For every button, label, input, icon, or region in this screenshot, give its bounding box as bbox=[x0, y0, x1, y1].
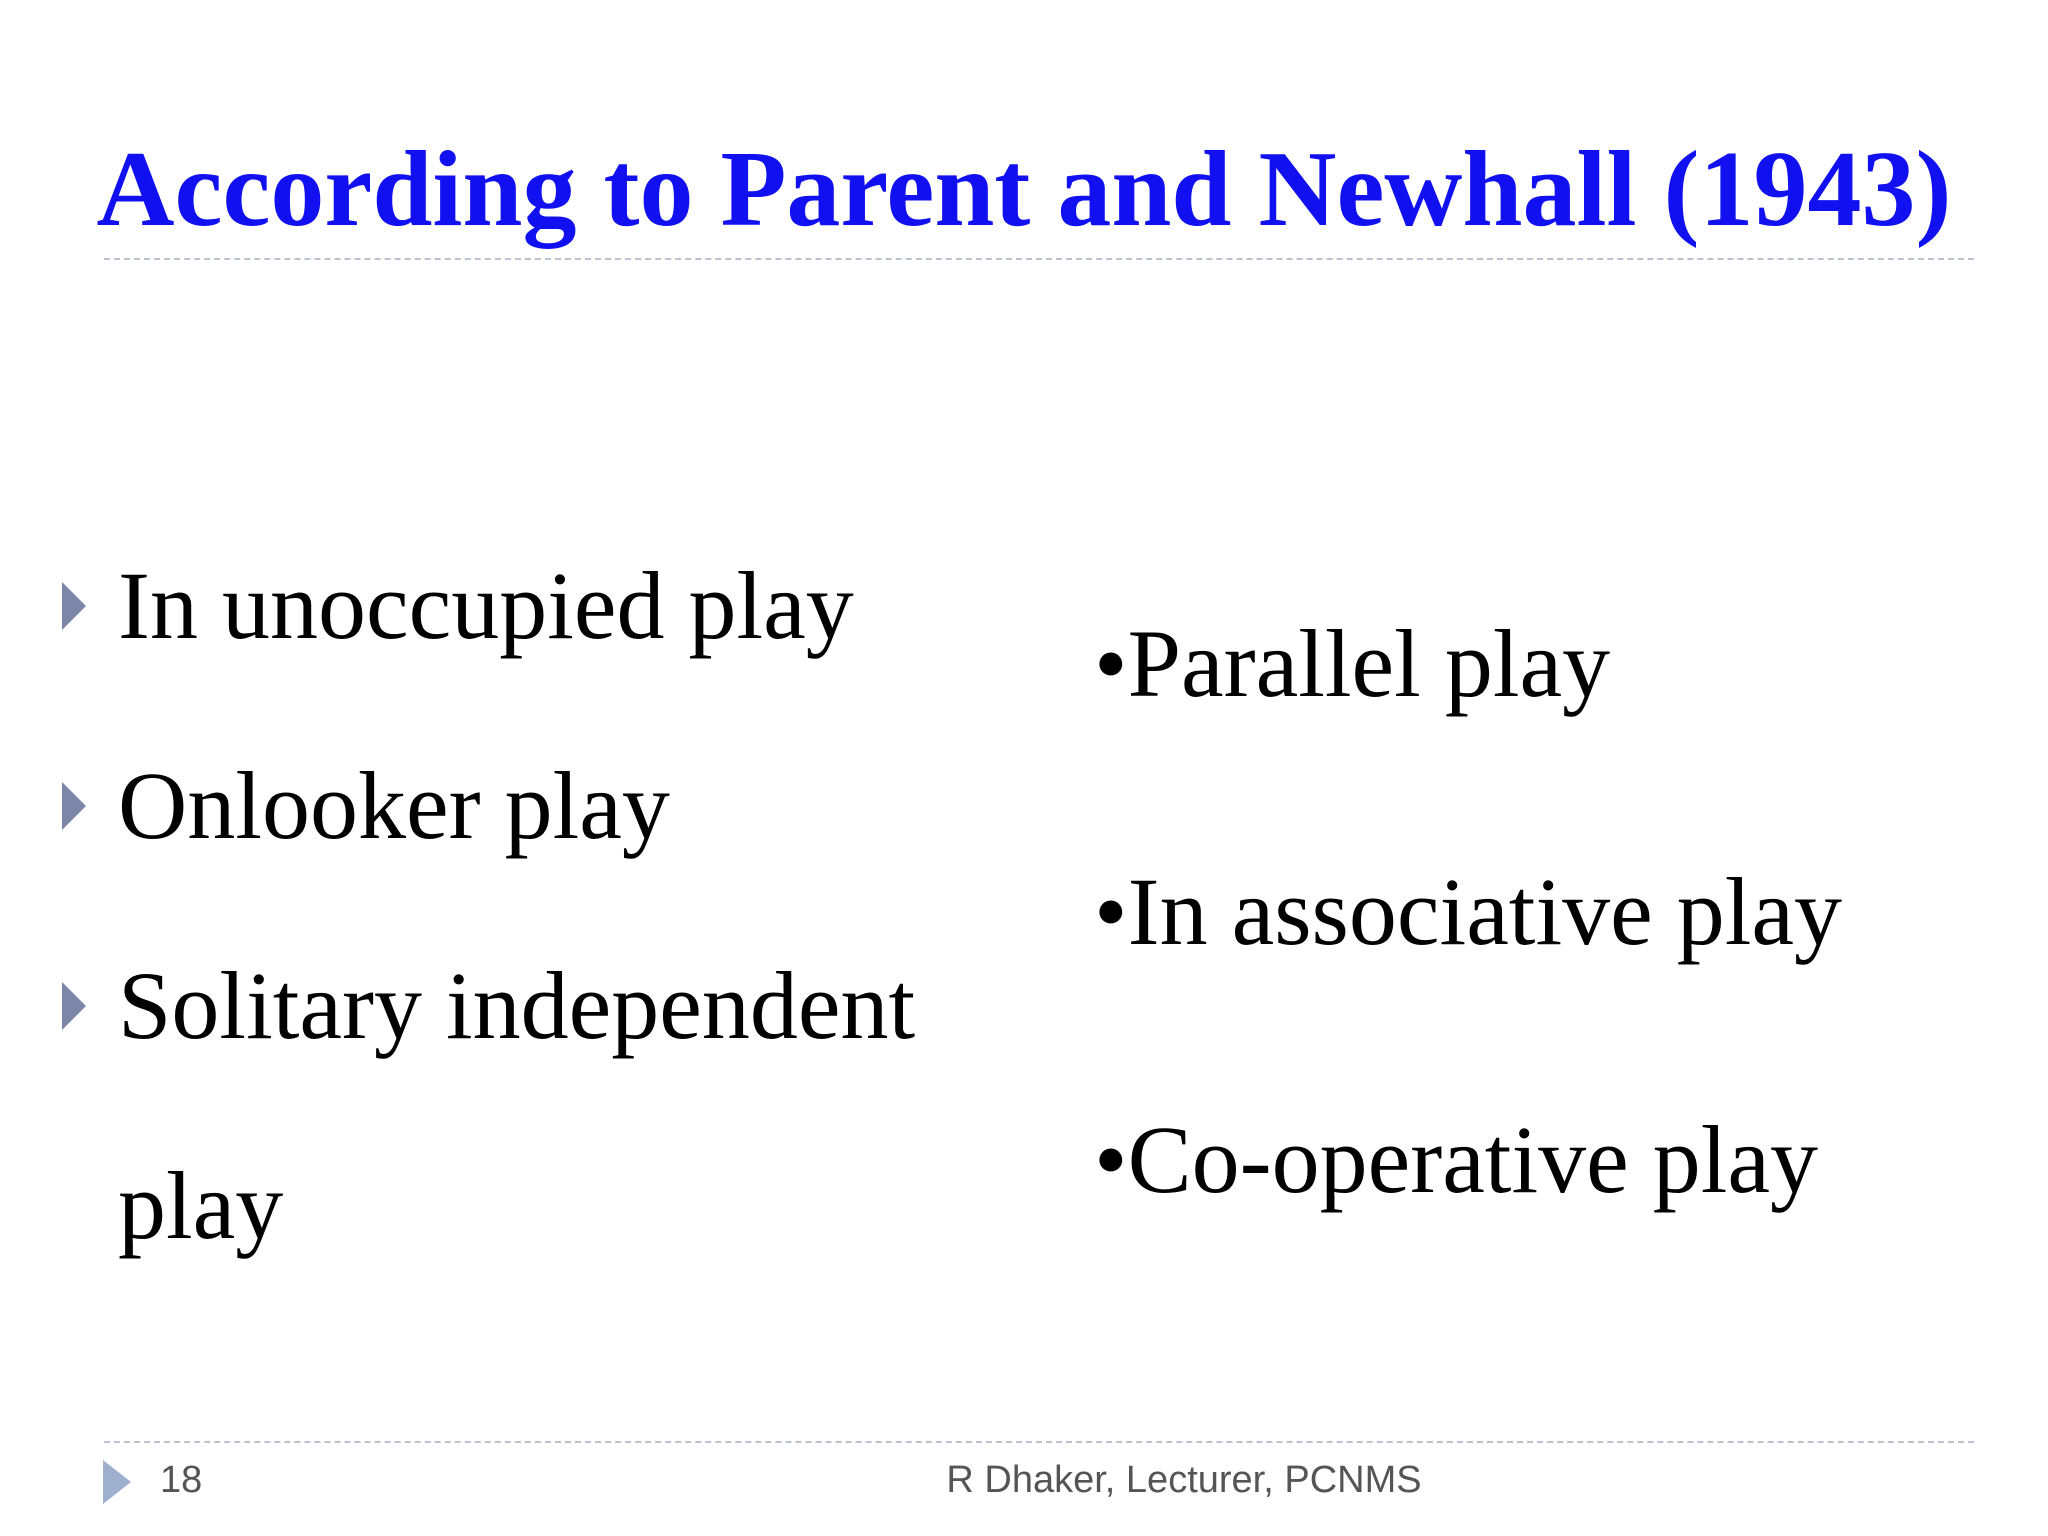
left-bullet-list bbox=[58, 506, 1018, 1306]
list-item-text: Solitary independent play bbox=[118, 952, 916, 1259]
list-item bbox=[58, 506, 1018, 706]
list-item: •Parallel play bbox=[1094, 610, 1611, 717]
slide-title: According to Parent and Newhall (1943) bbox=[96, 130, 1952, 249]
footer-author: R Dhaker, Lecturer, PCNMS bbox=[946, 1459, 1422, 1501]
title-divider bbox=[104, 258, 1974, 260]
right-bullet-list bbox=[1094, 540, 2024, 1284]
list-item bbox=[58, 706, 1018, 906]
list-item-text: Onlooker play bbox=[118, 752, 670, 859]
page-number: 18 bbox=[160, 1459, 203, 1501]
triangle-bullet-icon bbox=[62, 982, 86, 1030]
footer-divider bbox=[104, 1441, 1974, 1443]
triangle-bullet-icon bbox=[62, 782, 86, 830]
list-item bbox=[58, 906, 1018, 1306]
list-item-text: In unoccupied play bbox=[118, 552, 854, 659]
triangle-bullet-icon bbox=[62, 582, 86, 630]
list-item: •In associative play bbox=[1094, 858, 1843, 965]
list-item: •Co-operative play bbox=[1094, 1106, 1819, 1213]
